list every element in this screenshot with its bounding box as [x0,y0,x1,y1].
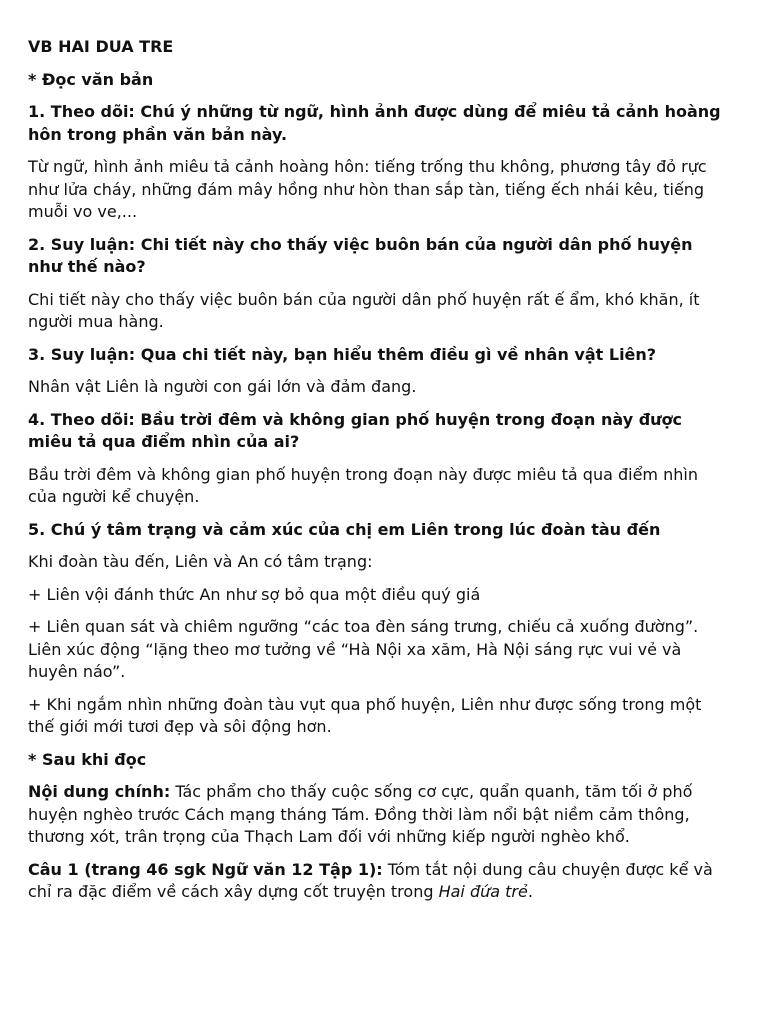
main-content-text: Tác phẩm cho thấy cuộc sống cơ cực, quẩn quanh, tăm tối ở phố huyện nghèo trước Cách mạng tháng Tám. Đồng thời làm nổi bật niềm cảm thông, thương xót, trân trọng của Thạch Lam đối với những kiếp người nghèo khổ. [28,782,693,846]
question-4: 4. Theo dõi: Bầu trời đêm và không gian phố huyện trong đoạn này được miêu tả qua điểm nhìn của ai? [28,409,683,451]
question-2: 2. Suy luận: Chi tiết này cho thấy việc buôn bán của người dân phố huyện như thế nào? [28,234,693,276]
answer-4: Bầu trời đêm và không gian phố huyện trong đoạn này được miêu tả qua điểm nhìn của người kể chuyện. [28,464,698,506]
answer-1: Từ ngữ, hình ảnh miêu tả cảnh hoàng hôn: tiếng trống thu không, phương tây đỏ rực như lửa cháy, những đám mây hồng như hòn than sắp tàn, tiếng ếch nhái kêu, tiếng muỗi vo ve,... [28,157,707,221]
section-heading-reading: * Đọc văn bản [28,69,154,89]
answer-5-intro: Khi đoàn tàu đến, Liên và An có tâm trạng: [28,552,373,571]
answer-5-bullet-2: + Liên quan sát và chiêm ngưỡng “các toa đèn sáng trưng, chiếu cả xuống đường”. Liên xúc động “lặng theo mơ tưởng về “Hà Nội xa xăm, Hà Nội sáng rực vui vẻ và huyên náo”. [28,617,699,681]
main-content-paragraph [28,781,728,849]
cau-1-label: Câu 1 (trang 46 sgk Ngữ văn 12 Tập 1): [28,859,383,879]
cau-1-end: . [527,882,533,901]
section-heading-after: * Sau khi đọc [28,749,147,769]
answer-5-bullet-1: + Liên vội đánh thức An như sợ bỏ qua một điều quý giá [28,584,481,604]
answer-5-bullet-3: + Khi ngắm nhìn những đoàn tàu vụt qua phố huyện, Liên như được sống trong một thế giới mới tươi đẹp và sôi động hơn. [28,694,702,736]
question-5: 5. Chú ý tâm trạng và cảm xúc của chị em Liên trong lúc đoàn tàu đến [28,519,661,539]
cau-1-paragraph [28,859,728,904]
document-title: VB HAI DUA TRE [28,37,174,56]
document-page [28,36,728,914]
question-1: 1. Theo dõi: Chú ý những từ ngữ, hình ảnh được dùng để miêu tả cảnh hoàng hôn trong phần văn bản này. [28,102,721,144]
main-content-label: Nội dung chính: [28,782,171,801]
question-3: 3. Suy luận: Qua chi tiết này, bạn hiểu thêm điều gì về nhân vật Liên? [28,344,657,364]
answer-2: Chi tiết này cho thấy việc buôn bán của người dân phố huyện rất ế ẩm, khó khăn, ít người mua hàng. [28,289,700,331]
cau-1-text: Tóm tắt nội dung câu chuyện được kể và chỉ ra đặc điểm về cách xây dựng cốt truyện trong [28,859,713,901]
cau-1-italic-title: Hai đứa trẻ [438,882,528,901]
answer-3: Nhân vật Liên là người con gái lớn và đảm đang. [28,377,417,396]
